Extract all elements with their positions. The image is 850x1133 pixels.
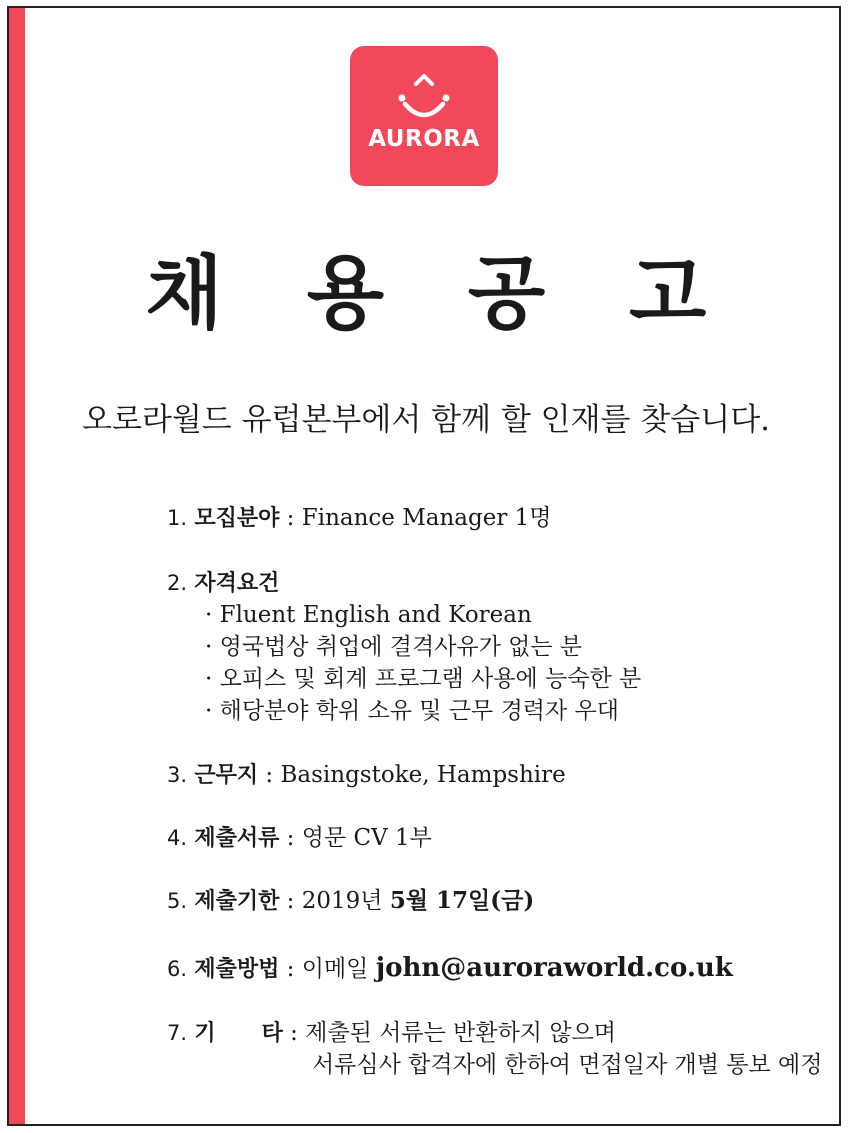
- item-separator: :: [279, 956, 302, 982]
- qualification-bullet: · 해당분야 학위 소유 및 근무 경력자 우대: [205, 698, 619, 724]
- deadline-year: 2019년: [301, 888, 390, 914]
- item-label: 제출서류: [194, 826, 280, 851]
- deadline-date: 5월 17일: [389, 887, 491, 914]
- logo-wordmark: AURORA: [368, 126, 480, 152]
- item-label: 제출방법: [194, 957, 280, 982]
- item-separator: :: [282, 1020, 306, 1046]
- item-label: 자격요건: [194, 571, 280, 596]
- page-subtitle: 오로라월드 유럽본부에서 함께 할 인재를 찾습니다.: [82, 402, 770, 438]
- item-field: [167, 503, 552, 534]
- item-value: 영문 CV 1부: [301, 825, 432, 851]
- qualification-bullet: · 오피스 및 회계 프로그램 사용에 능숙한 분: [205, 666, 642, 692]
- item-number: 2.: [167, 571, 188, 595]
- item-location: [167, 760, 566, 791]
- deadline-weekday: (금): [490, 887, 535, 914]
- item-label: 근무지: [194, 763, 259, 788]
- item-value: 이메일: [301, 956, 376, 982]
- aurora-logo: [350, 46, 498, 186]
- email-address[interactable]: john@auroraworld.co.uk: [375, 953, 733, 983]
- item-deadline: [167, 886, 534, 917]
- qualification-bullet: · Fluent English and Korean: [205, 602, 532, 628]
- item-number: 1.: [167, 506, 188, 530]
- item-method: [167, 953, 733, 985]
- accent-stripe: [9, 8, 25, 1124]
- item-other-continuation: 서류심사 합격자에 한하여 면접일자 개별 통보 예정: [312, 1052, 823, 1078]
- item-value: Finance Manager 1명: [301, 505, 552, 531]
- item-number: 7.: [167, 1021, 188, 1045]
- item-separator: :: [279, 825, 302, 851]
- item-separator: :: [258, 762, 281, 788]
- item-other: [167, 1018, 616, 1049]
- item-label: 제출기한: [194, 889, 280, 914]
- item-number: 3.: [167, 763, 188, 787]
- item-separator: :: [279, 888, 302, 914]
- item-number: 6.: [167, 957, 188, 981]
- item-value: 제출된 서류는 반환하지 않으며: [305, 1020, 616, 1046]
- item-label: 기 타: [194, 1021, 283, 1046]
- poster-frame: [7, 6, 841, 1126]
- item-number: 4.: [167, 826, 188, 850]
- smile-face-icon: [350, 46, 498, 186]
- qualification-bullet: · 영국법상 취업에 결격사유가 없는 분: [205, 634, 583, 660]
- item-value: Basingstoke, Hampshire: [280, 762, 566, 788]
- item-qualifications: [167, 568, 279, 599]
- item-separator: :: [279, 505, 302, 531]
- page-title: 채 용 공 고: [145, 247, 735, 340]
- item-label: 모집분야: [194, 506, 280, 531]
- item-number: 5.: [167, 889, 188, 913]
- item-documents: [167, 823, 432, 854]
